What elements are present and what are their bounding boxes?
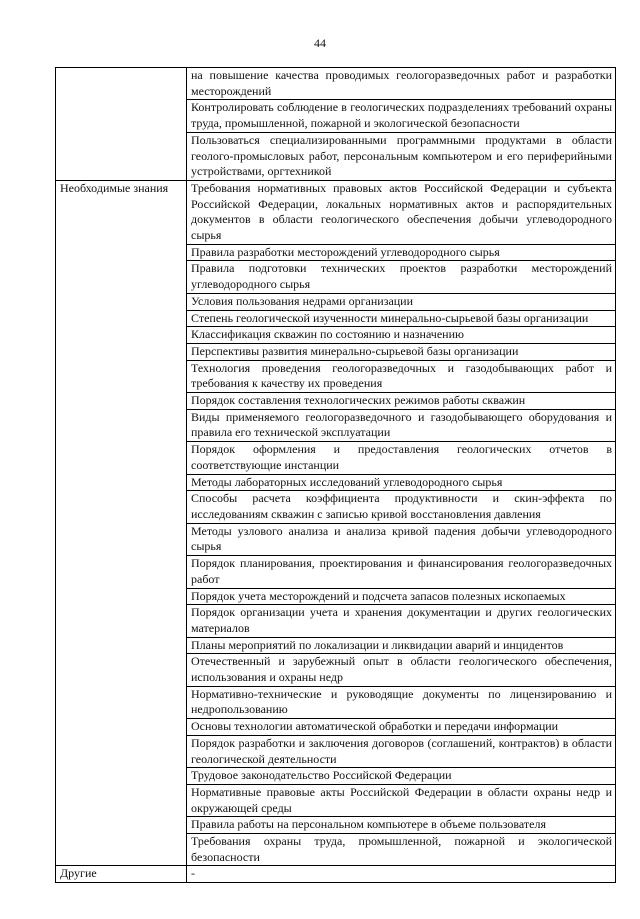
requirements-table bbox=[55, 67, 616, 883]
requirement-item-cell: Нормативные правовые акты Российской Федерации в области охраны недр и окружающей среды bbox=[187, 784, 616, 816]
requirement-item-cell: Порядок разработки и заключения договоров (соглашений, контрактов) в области геологической деятельности bbox=[187, 735, 616, 767]
requirement-item-cell: Порядок оформления и предоставления геологических отчетов в соответствующие инстанции bbox=[187, 442, 616, 474]
requirement-item-cell: Технология проведения геологоразведочных и газодобывающих работ и требования к качеству их проведения bbox=[187, 360, 616, 392]
table-row bbox=[56, 866, 616, 883]
requirement-item-cell: на повышение качества проводимых геологоразведочных работ и разработки месторождений bbox=[187, 68, 616, 100]
requirement-item-cell: Порядок составления технологических режимов работы скважин bbox=[187, 393, 616, 410]
requirement-item-cell: Пользоваться специализированными программными продуктами в области геолого-промысловых работ, персональным компьютером и его периферийными устройствами, оргтехникой bbox=[187, 132, 616, 180]
table-row bbox=[56, 180, 616, 244]
requirement-item-cell: Способы расчета коэффициента продуктивности и скин-эффекта по исследованиям скважин с записью кривой восстановления давления bbox=[187, 491, 616, 523]
requirement-item-cell: Требования охраны труда, промышленной, пожарной и экологической безопасности bbox=[187, 834, 616, 866]
requirement-item-cell: Правила работы на персональном компьютере в объеме пользователя bbox=[187, 817, 616, 834]
row-label-cell: Другие bbox=[56, 866, 187, 883]
page-number: 44 bbox=[314, 36, 326, 50]
requirement-item-cell: Виды применяемого геологоразведочного и газодобывающего оборудования и правила его технической эксплуатации bbox=[187, 409, 616, 441]
requirement-item-cell: Требования нормативных правовых актов Российской Федерации и субъекта Российской Федерации, локальных нормативных актов и распорядительных документов в области геологического обеспечения добычи углеводородного сырья bbox=[187, 180, 616, 244]
requirement-item-cell: Контролировать соблюдение в геологических подразделениях требований охраны труда, промышленной, пожарной и экологической безопасности bbox=[187, 100, 616, 132]
table-row bbox=[56, 68, 616, 100]
requirement-item-cell: Порядок организации учета и хранения документации и других геологических материалов bbox=[187, 605, 616, 637]
requirement-item-cell: Условия пользования недрами организации bbox=[187, 293, 616, 310]
requirement-item-cell: Планы мероприятий по локализации и ликвидации аварий и инцидентов bbox=[187, 637, 616, 654]
requirements-table-body bbox=[56, 68, 616, 883]
requirement-item-cell: Степень геологической изученности минерально-сырьевой базы организации bbox=[187, 310, 616, 327]
requirement-item-cell: Нормативно-технические и руководящие документы по лицензированию и недропользованию bbox=[187, 686, 616, 718]
requirement-item-cell: Перспективы развития минерально-сырьевой базы организации bbox=[187, 343, 616, 360]
requirement-item-cell: Отечественный и зарубежный опыт в области геологического обеспечения, использования и охраны недр bbox=[187, 654, 616, 686]
requirement-item-cell: Трудовое законодательство Российской Федерации bbox=[187, 768, 616, 785]
requirement-item-cell: Основы технологии автоматической обработки и передачи информации bbox=[187, 719, 616, 736]
row-label-cell bbox=[56, 68, 187, 181]
requirement-item-cell: Методы узлового анализа и анализа кривой падения добычи углеводородного сырья bbox=[187, 523, 616, 555]
requirement-item-cell: Порядок планирования, проектирования и финансирования геологоразведочных работ bbox=[187, 556, 616, 588]
requirement-item-cell: Порядок учета месторождений и подсчета запасов полезных ископаемых bbox=[187, 588, 616, 605]
requirement-item-cell: Методы лабораторных исследований углеводородного сырья bbox=[187, 474, 616, 491]
requirement-item-cell: Правила подготовки технических проектов разработки месторождений углеводородного сырья bbox=[187, 261, 616, 293]
requirement-item-cell: Правила разработки месторождений углеводородного сырья bbox=[187, 244, 616, 261]
row-label-cell: Необходимые знания bbox=[56, 180, 187, 866]
requirement-item-cell: Классификация скважин по состоянию и назначению bbox=[187, 327, 616, 344]
requirement-item-cell: - bbox=[187, 866, 616, 883]
